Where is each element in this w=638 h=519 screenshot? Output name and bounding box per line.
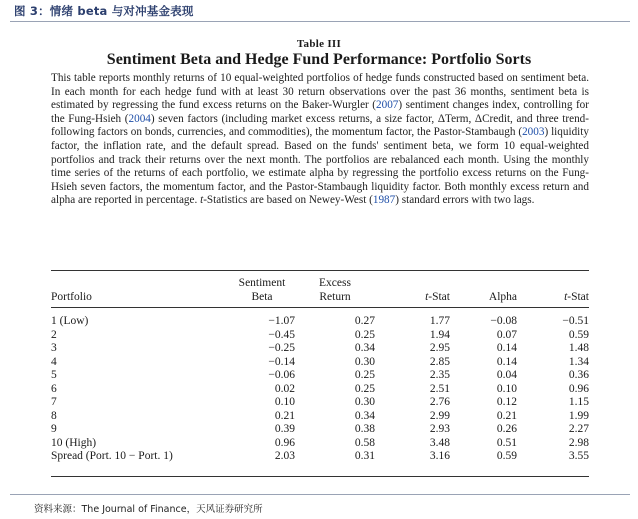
cell-portfolio: 3: [51, 342, 57, 354]
results-table: [51, 274, 589, 464]
cell-tstat-return: 2.99: [429, 409, 450, 422]
cell-alpha: 0.12: [496, 396, 517, 408]
cell-alpha: 0.59: [496, 450, 517, 462]
cell-portfolio: 1 (Low): [51, 315, 89, 327]
cell-tstat-alpha: 0.36: [568, 369, 589, 381]
table-row: [51, 450, 589, 464]
cell-tstat-alpha: 0.96: [568, 382, 589, 395]
cell-excess-return: 0.30: [354, 355, 375, 368]
cell-excess-return: 0.27: [354, 315, 375, 327]
table-row: [51, 383, 589, 397]
cell-alpha: 0.14: [496, 355, 517, 368]
cell-alpha: 0.21: [496, 409, 517, 422]
cell-sentiment-beta: 0.10: [274, 396, 295, 408]
table-row: [51, 329, 589, 343]
header-tstat-return: t-Stat: [425, 291, 450, 303]
cell-tstat-return: 2.85: [429, 355, 450, 368]
cell-portfolio: 7: [51, 396, 57, 408]
header-excess-return: Excess Return: [319, 277, 351, 303]
table-row: [51, 356, 589, 370]
cell-excess-return: 0.25: [354, 328, 375, 341]
cell-sentiment-beta: 0.21: [274, 409, 295, 422]
cell-excess-return: 0.34: [354, 342, 375, 354]
cell-excess-return: 0.58: [354, 436, 375, 449]
cell-tstat-return: 3.16: [429, 450, 450, 462]
cell-portfolio: 5: [51, 369, 57, 381]
cell-tstat-return: 2.93: [429, 423, 450, 435]
citation-link-baker-wurgler[interactable]: 2007: [376, 99, 399, 112]
header-portfolio: Portfolio: [51, 291, 92, 303]
cell-portfolio: 9: [51, 423, 57, 435]
cell-alpha: 0.10: [496, 382, 517, 395]
cell-tstat-alpha: 0.59: [568, 328, 589, 341]
cell-tstat-return: 2.76: [429, 396, 450, 408]
table-body: [51, 304, 589, 464]
cell-tstat-return: 2.51: [429, 382, 450, 395]
cell-tstat-alpha: −0.51: [562, 315, 589, 327]
cell-tstat-return: 1.94: [429, 328, 450, 341]
citation-link-fung-hsieh[interactable]: 2004: [128, 112, 151, 125]
cell-alpha: 0.14: [496, 342, 517, 354]
table-label: Table III: [296, 38, 342, 50]
cell-alpha: −0.08: [490, 315, 517, 327]
top-divider: [10, 21, 630, 22]
table-caption: This table reports monthly returns of 10 equal-weighted portfolios of hedge funds constructed based on sentiment beta. In each month for each hedge fund with at least 30 return observations over the past 36 months, sentiment beta is estimated by regressing the fund excess returns on the Baker-Wurgler (2007) sentiment changes index, controlling for the Fung-Hsieh (2004) seven factors (including market excess returns, a size factor, ΔTerm, ΔCredit, and three trend-following factors on bonds, currencies, and commodities), the momentum factor, the Pastor-Stambaugh (2003) liquidity factor, the inflation rate, and the default spread. Based on the funds' sentiment beta, we form 10 equal-weighted portfolios and track their returns over the next month. The portfolios are rebalanced each month. Using the monthly time series of the returns of each portfolio, we estimate alpha by regressing the portfolio excess returns on the Fung-Hsieh seven factors, the momentum factor, and the Pastor-Stambaugh liquidity factor. Both monthly excess return and alpha are reported in percentage. t-Statistics are based on Newey-West (1987) standard errors with two lags.: [51, 72, 589, 207]
cell-portfolio: 8: [51, 409, 57, 422]
cell-tstat-alpha: 2.27: [568, 423, 589, 435]
header-sentiment-beta: Sentiment Beta: [238, 277, 286, 303]
cell-sentiment-beta: −1.07: [268, 315, 295, 327]
cell-tstat-return: 2.35: [429, 369, 450, 381]
cell-sentiment-beta: −0.06: [268, 369, 295, 381]
cell-sentiment-beta: −0.14: [268, 355, 295, 368]
header-tstat-alpha: t-Stat: [564, 291, 589, 303]
header-alpha: Alpha: [488, 291, 517, 303]
cell-excess-return: 0.31: [354, 450, 375, 462]
cell-sentiment-beta: 0.39: [274, 423, 295, 435]
cell-tstat-alpha: 1.15: [568, 396, 589, 408]
cell-tstat-return: 3.48: [429, 436, 450, 449]
table-row: [51, 437, 589, 451]
table-top-rule: [51, 270, 589, 271]
figure-title: 图 3：情绪 beta 与对冲基金表现: [14, 4, 194, 18]
cell-tstat-return: 1.77: [429, 315, 450, 327]
cell-tstat-alpha: 1.99: [568, 409, 589, 422]
cell-sentiment-beta: 2.03: [274, 450, 295, 462]
table-header-row: [51, 274, 589, 304]
cell-excess-return: 0.30: [354, 396, 375, 408]
cell-portfolio: Spread (Port. 10 − Port. 1): [51, 450, 173, 462]
cell-sentiment-beta: 0.96: [274, 436, 295, 449]
cell-tstat-return: 2.95: [429, 342, 450, 354]
cell-sentiment-beta: −0.45: [268, 328, 295, 341]
cell-alpha: 0.07: [496, 328, 517, 341]
cell-tstat-alpha: 1.48: [568, 342, 589, 354]
cell-sentiment-beta: 0.02: [274, 382, 295, 395]
cell-portfolio: 2: [51, 328, 57, 341]
citation-link-pastor-stambaugh[interactable]: 2003: [522, 126, 545, 139]
table-row: [51, 396, 589, 410]
cell-alpha: 0.04: [496, 369, 517, 381]
cell-excess-return: 0.34: [354, 409, 375, 422]
cell-alpha: 0.51: [496, 436, 517, 449]
bottom-divider: [10, 494, 630, 495]
table-bottom-rule: [51, 476, 589, 477]
table-row: [51, 342, 589, 356]
cell-tstat-alpha: 3.55: [568, 450, 589, 462]
table-row: [51, 315, 589, 329]
cell-excess-return: 0.25: [354, 382, 375, 395]
cell-portfolio: 4: [51, 355, 57, 368]
table-row: [51, 423, 589, 437]
cell-portfolio: 6: [51, 382, 57, 395]
cell-portfolio: 10 (High): [51, 436, 97, 449]
cell-excess-return: 0.38: [354, 423, 375, 435]
cell-excess-return: 0.25: [354, 369, 375, 381]
table-title: Sentiment Beta and Hedge Fund Performance: Portfolio Sorts: [106, 51, 532, 68]
citation-link-newey-west[interactable]: 1987: [372, 194, 396, 207]
cell-alpha: 0.26: [496, 423, 517, 435]
source-note: 资料来源：The Journal of Finance，天风证券研究所: [34, 504, 263, 515]
table-row: [51, 410, 589, 424]
cell-tstat-alpha: 2.98: [568, 436, 589, 449]
table-row: [51, 369, 589, 383]
cell-sentiment-beta: −0.25: [268, 342, 295, 354]
cell-tstat-alpha: 1.34: [568, 355, 589, 368]
